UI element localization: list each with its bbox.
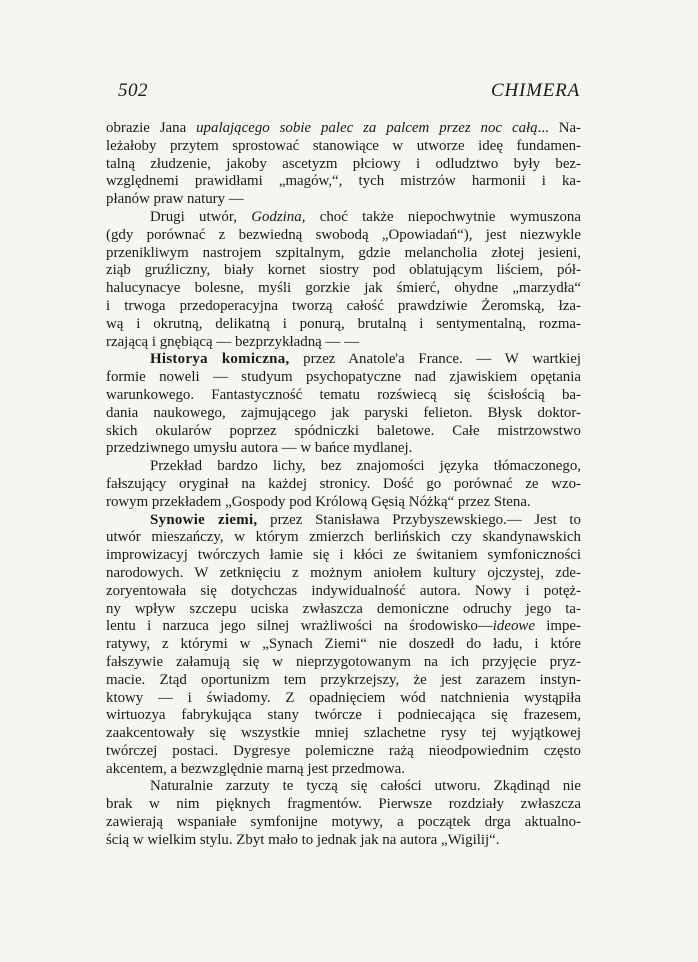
review-title: Historya komiczna, [150, 351, 290, 368]
text-line [106, 138, 581, 156]
text-line [106, 262, 581, 280]
text-segment: przedziwnego umysłu autora — w bańce mydlanej. [106, 440, 413, 457]
text-segment: zoryentowała się dotychczas indywidualność autora. Nowy i potęż- [106, 582, 581, 599]
text-segment: macie. Ztąd oportunizm tem przykrzejszy, że jest zarazem instyn- [106, 671, 581, 688]
text-line [106, 405, 581, 423]
text-segment: formie noweli — studyum psychopatyczne nad zjawiskiem opętania [106, 369, 581, 386]
text-line [106, 173, 581, 191]
text-segment: twórczej postaci. Dygresye polemiczne rażą nieodpowiednim często [106, 742, 581, 759]
text-segment: talną złudzenie, jakoby ascetyzm płciowy i odludztwo były bez- [106, 155, 581, 172]
text-segment: wirtuozya fabrykująca stany twórcze i podniecająca się frazesem, [106, 707, 581, 724]
text-line [106, 156, 581, 174]
text-line [106, 672, 581, 690]
text-segment: improwizacyj twórczych łamie się i kłóci ze świtaniem symfoniczności [106, 547, 581, 564]
text-line [106, 814, 581, 832]
text-segment: utwór mieszańczy, w którym zmierzch berlińskich czy skandynawskich [106, 529, 581, 546]
text-line [106, 601, 581, 619]
text-segment: przez Stanisława Przybyszewskiego.— Jest to [257, 511, 581, 528]
text-segment: wą i okrutną, delikatną i ponurą, brutalną i sentymentalną, rozma- [106, 315, 581, 332]
text-line [106, 636, 581, 654]
text-segment: i trwoga przedoperacyjna tworzą całość prawdziwie Żeromską, łza- [106, 297, 581, 314]
text-segment: Drugi utwór, [150, 208, 252, 225]
text-line [106, 761, 581, 779]
text-segment: akcentem, a bezwzględnie marną jest przedmowa. [106, 760, 405, 777]
text-segment: lentu i narzuca jego silnej wrażliwości na środowisko— [106, 618, 493, 635]
text-segment: dania naukowego, zajmującego jak paryski felieton. Błysk doktor- [106, 404, 581, 421]
text-line [106, 298, 581, 316]
text-line [106, 529, 581, 547]
text-segment: przenikliwym nastrojem szpitalnym, gdzie melancholia złotej jesieni, [106, 244, 581, 261]
text-line [106, 565, 581, 583]
text-line [106, 583, 581, 601]
italic-text: Godzina, [251, 208, 306, 225]
running-title: CHIMERA [491, 80, 580, 101]
text-line [106, 690, 581, 708]
text-segment: brak w nim pięknych fragmentów. Pierwsze rozdziały zwłaszcza [106, 796, 581, 813]
review-title: Synowie ziemi, [150, 511, 258, 528]
text-segment: ratywy, z którymi w „Synach Ziemi“ nie doszedł do ładu, i które [106, 636, 581, 653]
body-text [106, 120, 581, 850]
text-segment: obrazie Jana [106, 120, 197, 136]
text-line [106, 476, 581, 494]
text-line [106, 743, 581, 761]
text-segment: płanów praw natury — [106, 191, 244, 208]
text-line [106, 512, 581, 530]
text-segment: skich okularów poprzez spódniczki baletowe. Całe mistrzowstwo [106, 422, 581, 439]
text-line [106, 209, 581, 227]
text-line [106, 494, 581, 512]
page-number: 502 [118, 80, 148, 101]
text-line [106, 796, 581, 814]
text-segment: zaakcentowały się wszystkie mniej szlachetne rysy tej wyjątkowej [106, 725, 581, 742]
text-segment: zawierają wspaniałe symfonijne motywy, a początek drga aktualno- [106, 814, 581, 831]
text-line [106, 387, 581, 405]
text-line [106, 351, 581, 369]
text-line [106, 120, 581, 138]
text-segment: ścią w wielkim stylu. Zbyt mało to jednak jak na autora „Wigilij“. [106, 831, 500, 848]
text-line [106, 618, 581, 636]
text-segment: (gdy porównać z bezwiedną swobodą „Opowiadań“), jest niezwykle [106, 226, 581, 243]
text-line [106, 423, 581, 441]
text-line [106, 245, 581, 263]
text-line [106, 316, 581, 334]
text-segment: impe- [534, 618, 581, 635]
page-header [118, 80, 580, 106]
text-segment: ktowy — i świadomy. Z opadnięciem wód natchnienia wystąpiła [106, 689, 581, 706]
text-line [106, 280, 581, 298]
italic-text: upalającego sobie palec za palcem przez noc całą [196, 120, 538, 136]
text-segment: względnemi prawidłami „magów,“, tych mistrzów harmonii i ka- [106, 173, 581, 190]
text-segment: ... Na- [537, 120, 582, 136]
text-segment: rowym przekładem „Gospody pod Królową Gęsią Nóżką“ przez Stena. [106, 493, 531, 510]
text-segment: fałszywie załamują się w nieprzygotowanym na ich przyjęcie pryz- [106, 653, 581, 670]
text-segment: leżałoby przytem sprostować stanowiące w utworze ideę fundamen- [106, 137, 581, 154]
text-segment: rzającą i gnębiącą — bezprzykładną — — [106, 333, 360, 350]
text-line [106, 725, 581, 743]
text-segment: warunkowego. Fantastyczność tematu rozświecą się ścisłością ba- [106, 386, 581, 403]
text-line [106, 334, 581, 352]
text-segment: ziąb gruźliczny, biały kornet siostry pod oblatującym liściem, pół- [106, 262, 581, 279]
text-segment: przez Anatole'a France. — W wartkiej [289, 351, 581, 368]
text-segment: narodowych. W zetknięciu z możnym aniołem kultury ojczystej, zde- [106, 564, 581, 581]
text-line [106, 707, 581, 725]
text-line [106, 191, 581, 209]
italic-text: ideowe [492, 618, 535, 635]
text-line [106, 654, 581, 672]
text-line [106, 227, 581, 245]
text-line [106, 458, 581, 476]
text-segment: halucynacye bolesne, myśli gorzkie jak śmierć, ohydne „marzydła“ [106, 280, 581, 297]
text-line [106, 832, 581, 850]
text-line [106, 778, 581, 796]
text-segment: ny wpływ szczepu uciska zwłaszcza demoniczne odruchy jego ta- [106, 600, 581, 617]
text-segment: fałszujący oryginał na każdej stronicy. Dość go porównać ze wzo- [106, 475, 581, 492]
text-line [106, 369, 581, 387]
text-line [106, 440, 581, 458]
text-segment: Przekład bardzo lichy, bez znajomości języka tłómaczonego, [150, 458, 581, 475]
text-segment: choć także niepochwytnie wymuszona [305, 208, 581, 225]
text-segment: Naturalnie zarzuty te tyczą się całości utworu. Zkądinąd nie [150, 778, 581, 795]
text-line [106, 547, 581, 565]
